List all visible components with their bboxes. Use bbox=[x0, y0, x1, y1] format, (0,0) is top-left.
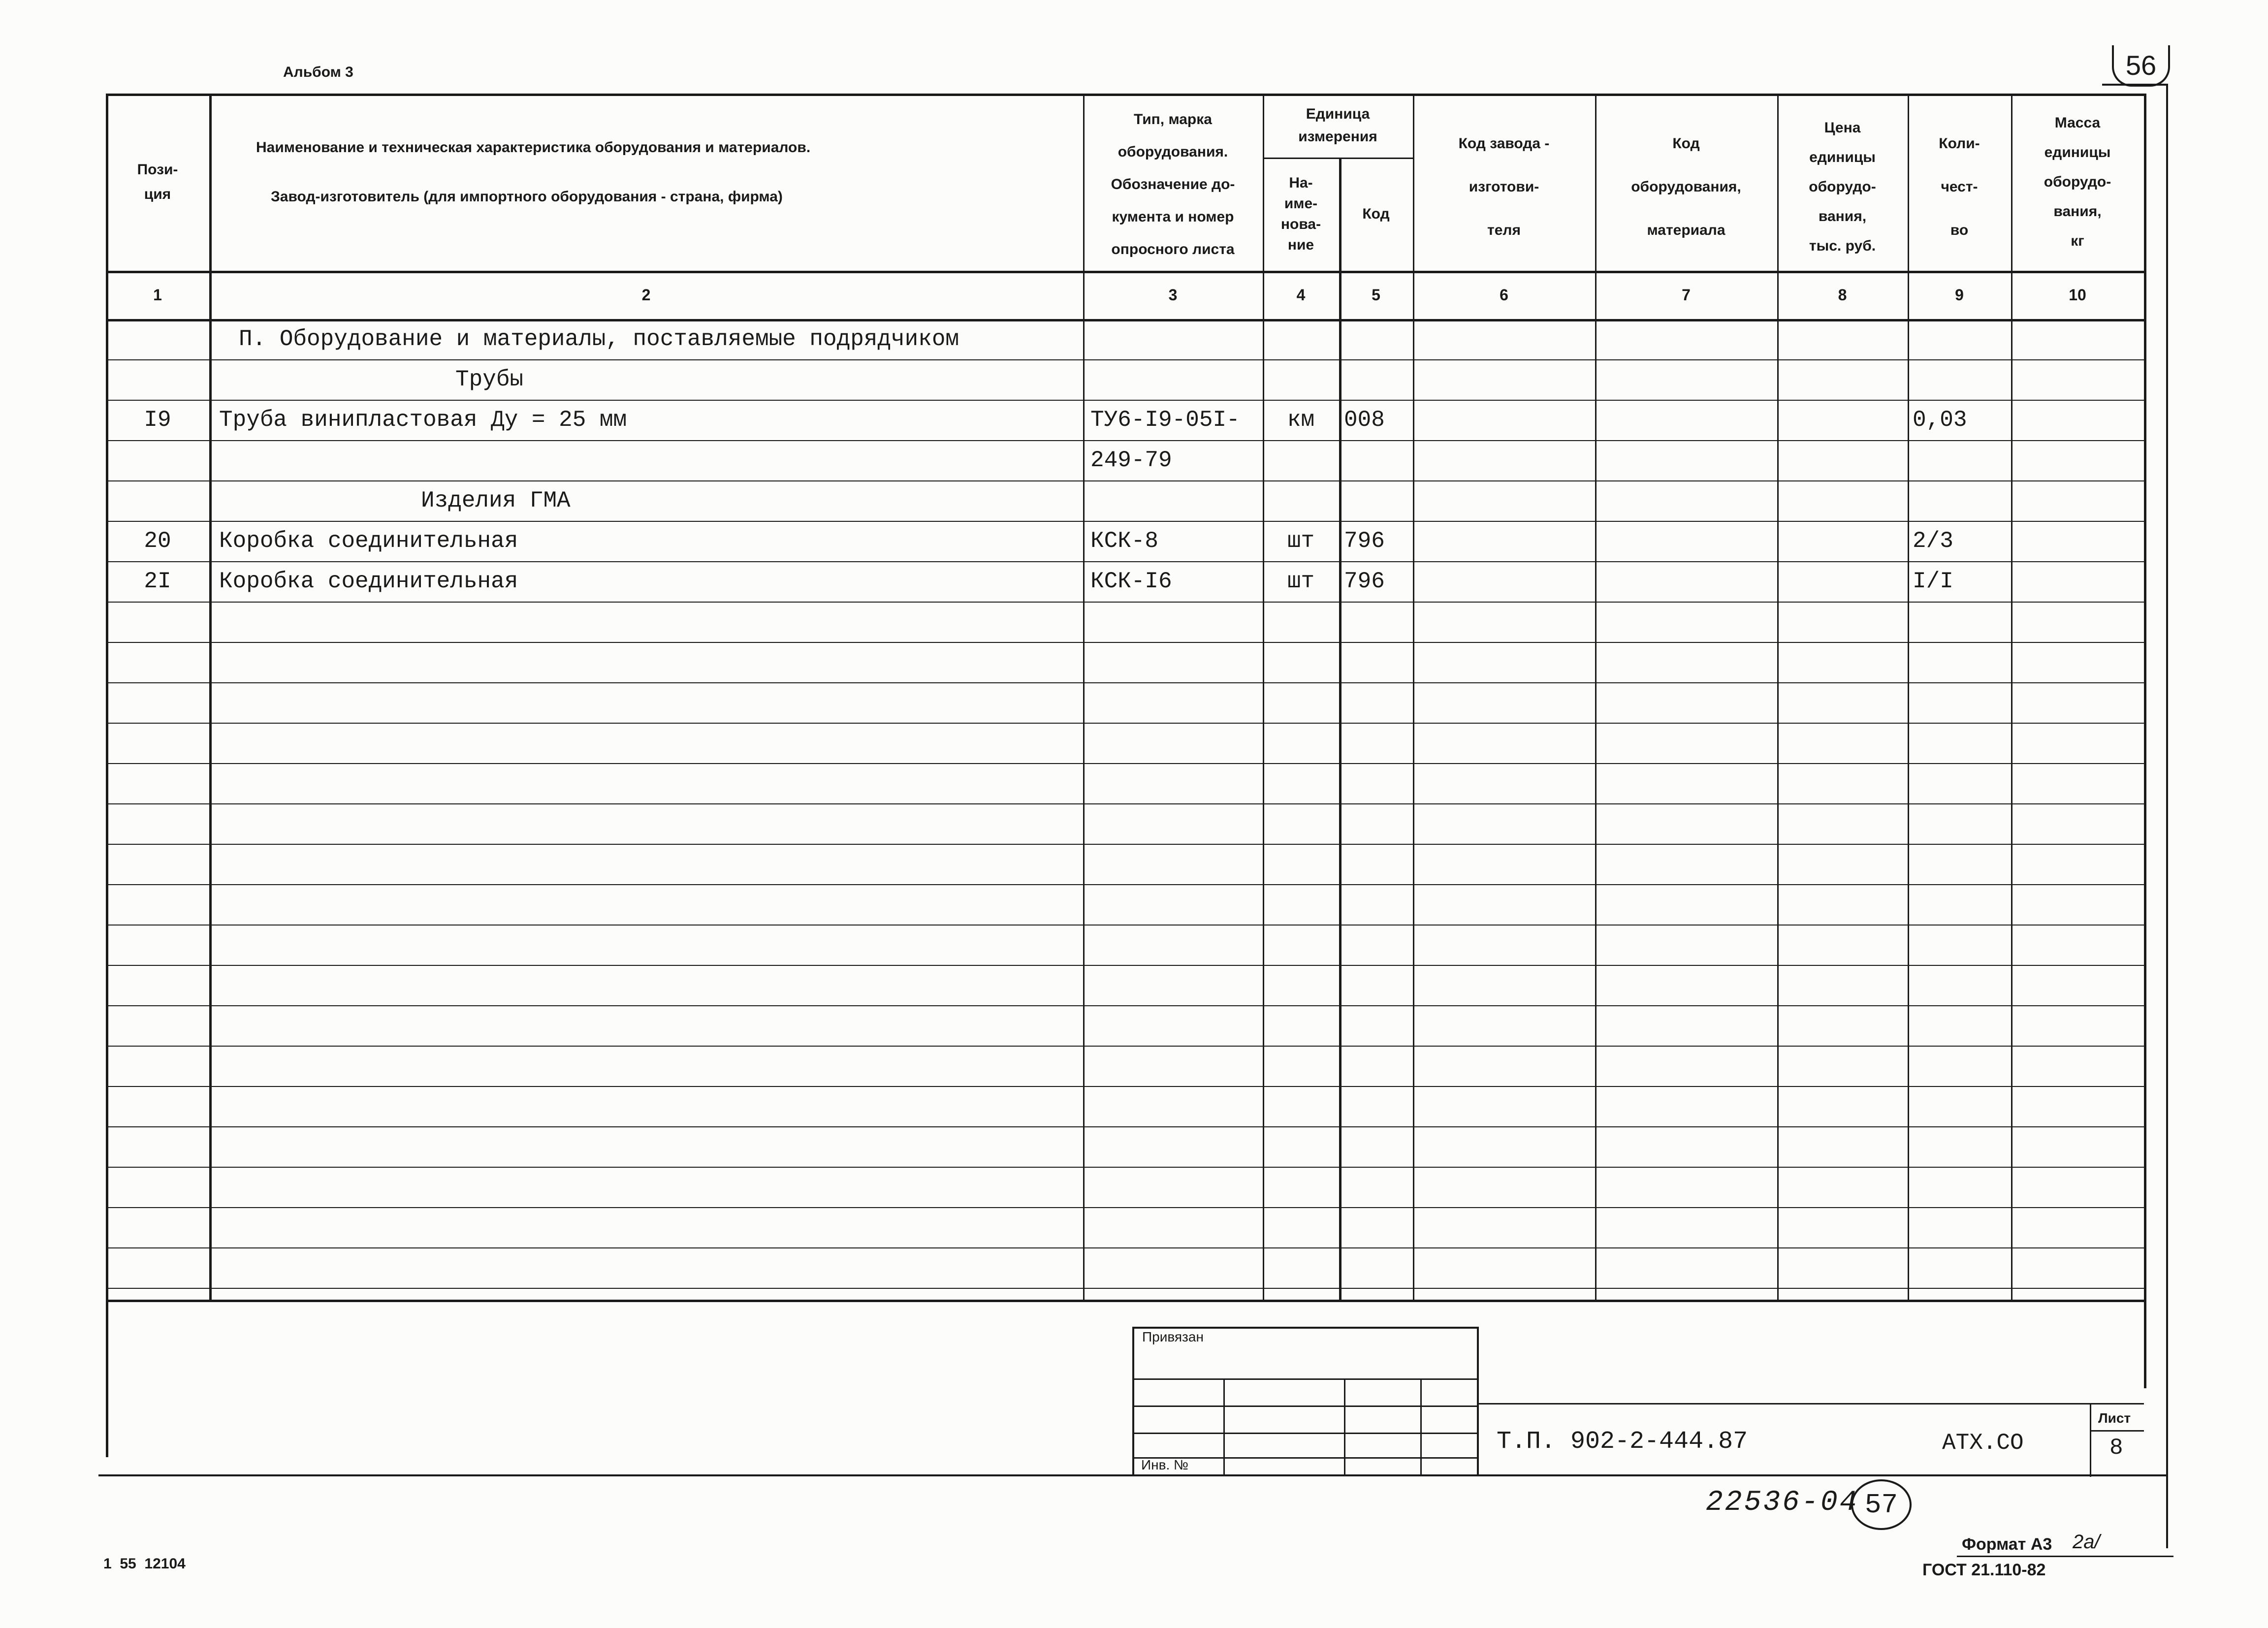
column-number-7: 7 bbox=[1682, 286, 1691, 304]
table-row-rule bbox=[106, 965, 2144, 966]
row-position: 20 bbox=[144, 528, 171, 554]
stamp-left bbox=[1132, 1327, 1134, 1474]
privyazan-label: Привязан bbox=[1142, 1329, 1204, 1344]
table-row-rule bbox=[106, 803, 2144, 804]
row-quantity: I/I bbox=[1913, 569, 1953, 594]
header-unit-group: Единица измерения bbox=[1298, 106, 1377, 145]
header-factory-code: Код завода - изготови- теля bbox=[1458, 135, 1550, 238]
column-number-2: 2 bbox=[641, 286, 651, 304]
column-number-3: 3 bbox=[1168, 286, 1178, 304]
row-unit: шт bbox=[1287, 569, 1315, 594]
format-label: Формат А3 bbox=[1962, 1535, 2052, 1554]
table-row-rule bbox=[106, 844, 2144, 845]
document-code: Т.П. 902-2-444.87 bbox=[1497, 1428, 1748, 1456]
table-row-rule bbox=[106, 925, 2144, 926]
column-number-6: 6 bbox=[1500, 286, 1508, 304]
row-type: ТУ6-I9-05I- bbox=[1090, 407, 1240, 433]
row-position: I9 bbox=[144, 407, 171, 433]
outer-frame-right bbox=[2166, 84, 2168, 1548]
gost-label: ГОСТ 21.110-82 bbox=[1922, 1561, 2046, 1579]
row-name: П. Оборудование и материалы, поставляемые подрядчиком bbox=[239, 326, 959, 352]
rule-v-col5 bbox=[1339, 158, 1342, 1300]
stamp-rule bbox=[1132, 1433, 1477, 1434]
table-row-rule bbox=[106, 884, 2144, 885]
column-number-4: 4 bbox=[1296, 286, 1306, 304]
row-name: Коробка соединительная bbox=[219, 569, 518, 594]
header-type: Тип, марка оборудования. Обозначение до- кумента и номер опросного листа bbox=[1111, 111, 1235, 257]
sheet-box-divider bbox=[2090, 1430, 2144, 1432]
frame-right-lower bbox=[2144, 1300, 2146, 1388]
stamp-col bbox=[1344, 1378, 1345, 1474]
header-name-line2: Завод-изготовитель (для импортного оборудования - страна, фирма) bbox=[271, 189, 783, 205]
stamp-col bbox=[1420, 1378, 1422, 1474]
column-number-5: 5 bbox=[1372, 286, 1380, 304]
stamp-col bbox=[1223, 1378, 1225, 1474]
table-row-rule bbox=[106, 1046, 2144, 1047]
row-unit-code: 796 bbox=[1344, 528, 1385, 554]
page-number-top-text: 56 bbox=[2125, 49, 2157, 81]
table-row-rule bbox=[106, 763, 2144, 764]
row-unit: шт bbox=[1287, 528, 1315, 554]
row-name: Коробка соединительная bbox=[219, 528, 518, 554]
title-block-top bbox=[1477, 1403, 2144, 1405]
stamp-right bbox=[1477, 1327, 1479, 1474]
table-row-rule bbox=[106, 1086, 2144, 1087]
row-name: Трубы bbox=[455, 367, 524, 392]
stamp-rule bbox=[1132, 1405, 1477, 1407]
table-row-rule bbox=[106, 1247, 2144, 1248]
sheet-label: Лист bbox=[2098, 1410, 2131, 1426]
table-top-border bbox=[106, 94, 2144, 96]
table-row-rule bbox=[106, 1005, 2144, 1006]
table-row-rule bbox=[106, 359, 2144, 360]
circled-number bbox=[1851, 1479, 1912, 1530]
sheet-box-left bbox=[2090, 1403, 2091, 1477]
header-quantity: Коли- чест- во bbox=[1939, 135, 1980, 238]
bottom-left-code: 1 55 12104 bbox=[103, 1556, 186, 1572]
handwritten-number: 22536-04 bbox=[1706, 1487, 1859, 1519]
table-row-rule bbox=[106, 1288, 2144, 1289]
header-equipment-code: Код оборудования, материала bbox=[1631, 135, 1741, 238]
column-number-1: 1 bbox=[153, 286, 162, 304]
column-number-8: 8 bbox=[1838, 286, 1847, 304]
column-number-9: 9 bbox=[1955, 286, 1964, 304]
table-row-rule bbox=[106, 1207, 2144, 1208]
table-row-rule bbox=[106, 682, 2144, 683]
row-unit-code: 008 bbox=[1344, 407, 1385, 433]
frame-left-lower bbox=[106, 1300, 108, 1457]
stamp-rule bbox=[1132, 1378, 1477, 1380]
rule-v-col10 bbox=[2144, 94, 2146, 1300]
column-number-10: 10 bbox=[2069, 286, 2086, 304]
row-type: КСК-I6 bbox=[1090, 569, 1172, 594]
table-row-rule bbox=[106, 642, 2144, 643]
table-row-rule bbox=[106, 1167, 2144, 1168]
top-right-line bbox=[2102, 84, 2166, 86]
row-type: 249-79 bbox=[1090, 447, 1172, 473]
format-note: 2а/ bbox=[2073, 1531, 2100, 1553]
circled-number-text: 57 bbox=[1864, 1489, 1898, 1521]
header-name-line1: Наименование и техническая характеристика оборудования и материалов. bbox=[256, 139, 811, 156]
stamp-top bbox=[1132, 1327, 1477, 1329]
table-body-bottom-border bbox=[106, 1300, 2144, 1302]
row-quantity: 2/3 bbox=[1913, 528, 1953, 554]
row-quantity: 0,03 bbox=[1913, 407, 1967, 433]
inv-number-label: Инв. № bbox=[1141, 1457, 1189, 1472]
row-position: 2I bbox=[144, 569, 171, 594]
document-suffix: АТХ.СО bbox=[1942, 1430, 2024, 1456]
row-name: Изделия ГМА bbox=[421, 488, 571, 513]
row-unit: км bbox=[1287, 407, 1315, 433]
page-number-top bbox=[2112, 45, 2170, 87]
row-unit-code: 796 bbox=[1344, 569, 1385, 594]
header-unit-price: Цена единицы оборудо- вания, тыс. руб. bbox=[1809, 120, 1876, 254]
frame-bottom bbox=[98, 1474, 2166, 1476]
row-type: КСК-8 bbox=[1090, 528, 1159, 554]
header-position: Пози- ция bbox=[137, 161, 178, 202]
row-name: Труба винипластовая Ду = 25 мм bbox=[219, 407, 627, 433]
sheet-number: 8 bbox=[2109, 1435, 2123, 1461]
album-label: Альбом 3 bbox=[283, 64, 353, 80]
header-unit-name: На- име- нова- ние bbox=[1280, 175, 1321, 253]
header-unit-code: Код bbox=[1362, 206, 1390, 222]
format-underline bbox=[1957, 1556, 2173, 1557]
header-unit-mass: Масса единицы оборудо- вания, кг bbox=[2044, 115, 2111, 249]
table-row-rule bbox=[106, 723, 2144, 724]
table-row-rule bbox=[106, 480, 2144, 481]
table-row-rule bbox=[106, 602, 2144, 603]
table-row-rule bbox=[106, 1126, 2144, 1127]
